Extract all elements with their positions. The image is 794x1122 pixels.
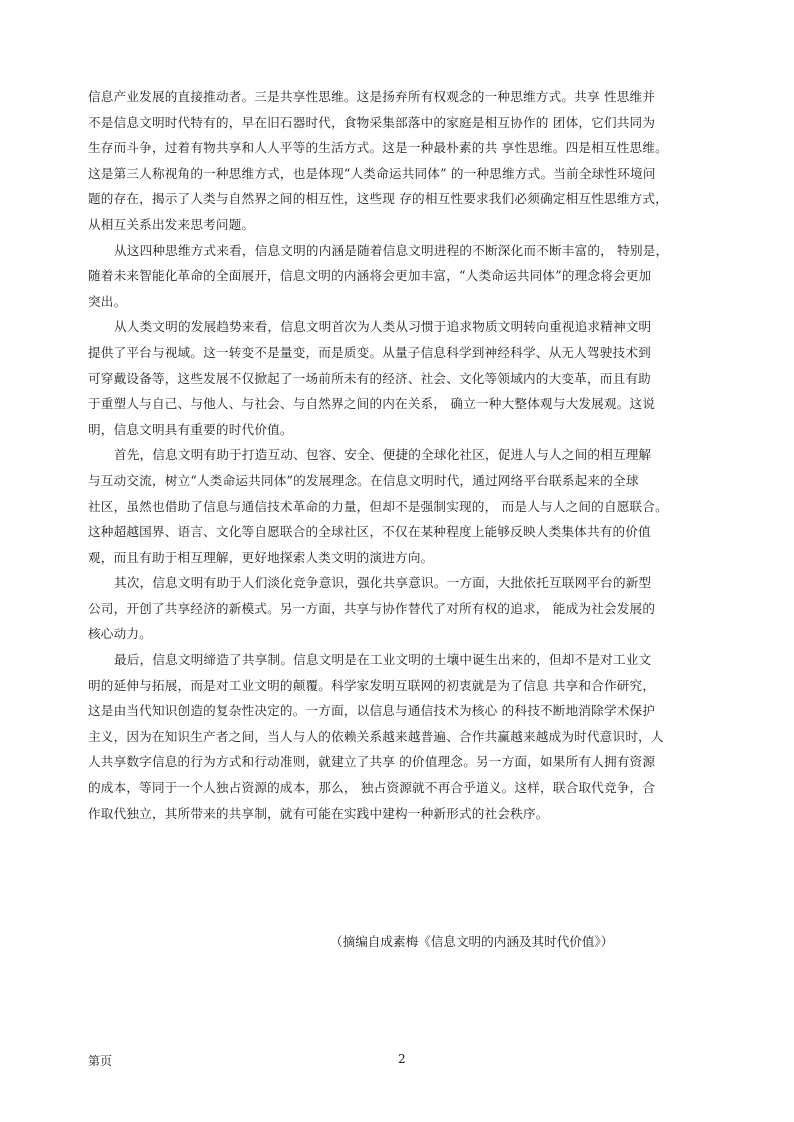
text-line: 作取代独立，其所带来的共享制，就有可能在实践中建构一种新形式的社会秩序。 <box>88 805 549 821</box>
text-line: 不是信息文明时代特有的，早在旧石器时代，食物采集部落中的家庭是相互协作的 团体，它们共同为 <box>88 114 656 130</box>
text-line: 最后，信息文明缔造了共享制。信息文明是在工业文明的土壤中诞生出来的，但却不是对工业文 <box>114 652 652 668</box>
text-line: 的成本，等同于一个人独占资源的成本，那么， 独占资源就不再合乎道义。这样，联合取代竞争，合 <box>88 780 656 796</box>
text-line: 明，信息文明具有重要的时代价值。 <box>88 421 293 437</box>
text-line: 从人类文明的发展趋势来看，信息文明首次为人类从习惯于追求物质文明转向重视追求精神文明 <box>114 319 652 335</box>
text-line: 从相互关系出发来思考问题。 <box>88 216 255 232</box>
text-line: 核心动力。 <box>88 626 152 642</box>
paragraph <box>88 570 720 647</box>
paragraph <box>88 314 720 442</box>
paragraph <box>88 238 720 315</box>
text-line: 可穿戴设备等，这些发展不仅掀起了一场前所未有的经济、社会、文化等领域内的大变革，而且有助 <box>88 370 651 386</box>
text-line: 生存而斗争，过着有物共享和人人平等的生活方式。这是一种最朴素的共 享性思维。四是相互性思维。 <box>88 140 668 156</box>
text-line: 这是第三人称视角的一种思维方式，也是体现“人类命运共同体” 的一种思维方式。当前全球性环境问 <box>88 165 656 181</box>
page-number: 2 <box>398 1052 406 1066</box>
text-line: 首先，信息文明有助于打造互动、包容、安全、便捷的全球化社区，促进人与人之间的相互理解 <box>114 447 652 463</box>
text-line: 这种超越国界、语言、文化等自愿联合的全球社区，不仅在某种程度上能够反映人类集体共有的价值 <box>88 524 651 540</box>
footer-label: 第页 <box>88 1054 113 1068</box>
text-line: 观，而且有助于相互理解，更好地探索人类文明的演进方向。 <box>88 549 434 565</box>
text-line: 与互动交流，树立“人类命运共同体”的发展理念。在信息文明时代，通过网络平台联系起来的全球 <box>88 472 639 488</box>
text-line: 社区，虽然也借助了信息与通信技术革命的力量，但却不是强制实现的， 而是人与人之间的自愿联合。 <box>88 498 668 514</box>
paragraph <box>88 442 720 570</box>
text-line: 于重塑人与自己、与他人、与社会、与自然界之间的内在关系， 确立一种大整体观与大发展观。这说 <box>88 396 656 412</box>
text-line: 其次，信息文明有助于人们淡化竞争意识，强化共享意识。一方面，大批依托互联网平台的新型 <box>114 575 652 591</box>
text-line: 从这四种思维方式来看，信息文明的内涵是随着信息文明进程的不断深化而不断丰富的， 特别是， <box>114 242 669 258</box>
text-line: 人共享数字信息的行为方式和行动准则，就建立了共享 的价值理念。另一方面，如果所有人拥有资源 <box>88 754 656 770</box>
text-line: 随着未来智能化革命的全面展开，信息文明的内涵将会更加丰富，“人类命运共同体”的理念将会更加 <box>88 268 652 284</box>
text-line: 这是由当代知识创造的复杂性决定的。一方面，以信息与通信技术为核心 的科技不断地消除学术保护 <box>88 703 656 719</box>
text-line: 主义，因为在知识生产者之间，当人与人的依赖关系越来越普遍、合作共赢越来越成为时代意识时，人 <box>88 728 664 744</box>
source-citation: （摘编自成素梅《信息文明的内涵及其时代价值》） <box>330 934 614 949</box>
article-body <box>88 84 720 826</box>
text-line: 信息产业发展的直接推动者。三是共享性思维。这是扬弃所有权观念的一种思维方式。共享 性思维并 <box>88 89 656 104</box>
text-line: 突出。 <box>88 293 127 309</box>
text-line: 明的延伸与拓展，而是对工业文明的颠覆。科学家发明互联网的初衷就是为了信息 共享和合作研究， <box>88 677 656 693</box>
text-line: 提供了平台与视域。这一转变不是量变，而是质变。从量子信息科学到神经科学、从无人驾驶技术到 <box>88 344 651 360</box>
text-line: 题的存在，揭示了人类与自然界之间的相互性，这些现 存的相互性要求我们必须确定相互性思维方式， <box>88 191 668 207</box>
paragraph <box>88 84 720 238</box>
paragraph <box>88 647 720 826</box>
text-line: 公司，开创了共享经济的新模式。另一方面，共享与协作替代了对所有权的追求， 能成为社会发展的 <box>88 600 656 616</box>
